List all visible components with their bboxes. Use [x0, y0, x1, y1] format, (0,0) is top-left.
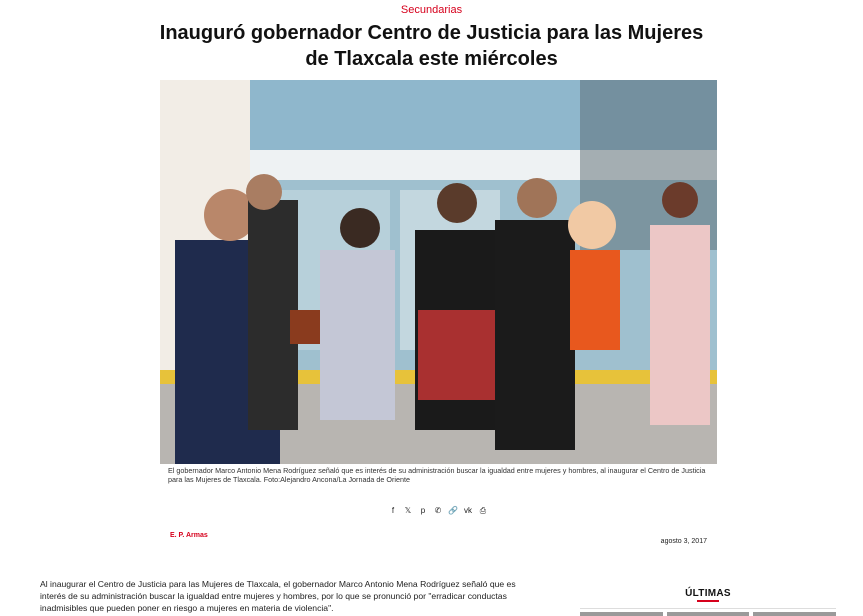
publish-date: agosto 3, 2017 [660, 538, 707, 545]
body-line-3: inadmisibles que pueden poner en riesgo a mujeres en materia de violencia". [40, 603, 334, 613]
featured-photo-illustration [160, 80, 717, 464]
pinterest-icon[interactable]: p [420, 506, 426, 515]
heading-divider [580, 608, 836, 609]
x-twitter-icon[interactable]: 𝕏 [404, 506, 412, 515]
vk-icon[interactable]: vk [464, 506, 472, 515]
title-line-1: Inauguró gobernador Centro de Justicia para las Mujeres [159, 22, 704, 44]
facebook-icon[interactable]: f [391, 506, 395, 515]
sidebar-latest [580, 588, 836, 616]
latest-thumb[interactable] [753, 612, 836, 616]
heading-accent-bar [697, 600, 719, 602]
article-title [120, 20, 743, 72]
print-icon[interactable]: ⎙ [479, 506, 487, 515]
body-line-1: Al inaugurar el Centro de Justicia para las Mujeres de Tlaxcala, el gobernador Marco Antonio Mena Rodríguez señaló que es [40, 579, 516, 589]
body-line-2: interés de su administración buscar la igualdad entre mujeres y hombres, por lo que se pronunció por "erradicar conductas [40, 591, 507, 601]
category-link[interactable]: Secundarias [400, 4, 463, 16]
article-body [40, 578, 540, 614]
latest-thumbnails[interactable] [580, 612, 836, 616]
featured-photo[interactable] [160, 80, 717, 464]
link-icon[interactable]: 🔗 [448, 506, 458, 515]
photo-caption: El gobernador Marco Antonio Mena Rodríguez señaló que es interés de su administración buscar la igualdad entre mujeres y hombres, al inaugurar el Centro de Justicia para las Mujeres de Tlaxcala. Foto:Alejandro Ancona/La Jornada de Oriente [168, 466, 706, 484]
latest-thumb[interactable] [580, 612, 663, 616]
share-bar [388, 504, 488, 518]
whatsapp-icon[interactable]: ✆ [434, 506, 442, 515]
sidebar-heading: ÚLTIMAS [685, 588, 731, 599]
author-link[interactable]: E. P. Armas [170, 532, 208, 539]
latest-thumb[interactable] [667, 612, 750, 616]
title-line-2: de Tlaxcala este miércoles [305, 48, 558, 70]
